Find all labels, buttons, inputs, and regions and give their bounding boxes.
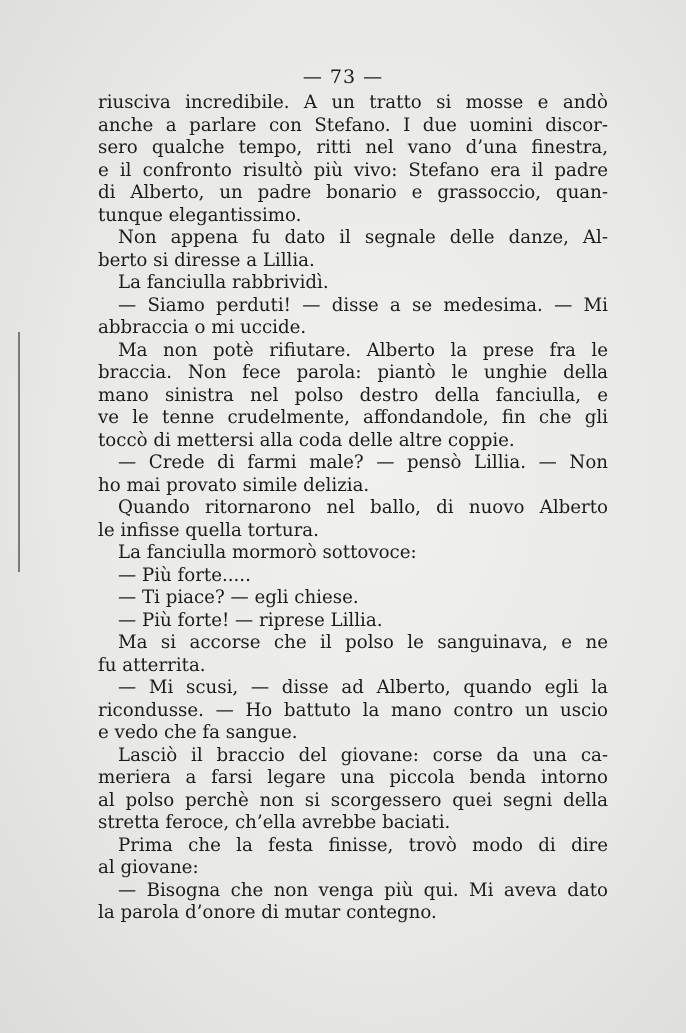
text-line: Non appena fu dato il segnale delle danze, Al- (118, 227, 608, 248)
text-line: — Più forte..... (118, 564, 251, 586)
text-line: fu atterrita. (98, 654, 206, 676)
text-line: la parola d’onore di mutar contegno. (98, 902, 437, 923)
text-line: — Ti piace? — egli chiese. (118, 587, 359, 608)
text-line: Prima che la festa finisse, trovò modo di dire (118, 834, 608, 856)
text-line: ricondusse. — Ho battuto la mano contro un uscio (98, 699, 608, 721)
text-line: Ma non potè rifiutare. Alberto la prese fra le (118, 339, 608, 361)
text-line: — Più forte! — riprese Lillia. (118, 609, 383, 631)
page-number: — 73 — (302, 66, 384, 88)
text-line: — Mi scusi, — disse ad Alberto, quando egli la (118, 677, 608, 698)
text-line: toccò di mettersi alla coda delle altre coppie. (98, 429, 515, 451)
body-text (98, 92, 608, 925)
text-line: abbraccia o mi uccide. (98, 317, 307, 338)
margin-pencil-mark (18, 332, 20, 572)
text-line: meriera a farsi legare una piccola benda intorno (98, 767, 608, 788)
text-line: ve le tenne crudelmente, affondandole, fin che gli (98, 407, 608, 428)
text-line: — Crede di farmi male? — pensò Lillia. — Non (118, 452, 608, 473)
text-line: al giovane: (98, 857, 199, 878)
text-line: ho mai provato simile delizia. (98, 474, 370, 496)
text-line: di Alberto, un padre bonario e grassoccio, quan- (98, 182, 608, 203)
text-line: — Siamo perduti! — disse a se medesima. — Mi (118, 294, 608, 316)
text-line: La fanciulla rabbrividì. (118, 272, 329, 293)
text-line: e il confronto risultò più vivo: Stefano era il padre (98, 159, 608, 181)
text-line: — Bisogna che non venga più qui. Mi aveva dato (118, 879, 608, 901)
text-line: berto si diresse a Lillia. (98, 249, 315, 271)
text-line: Ma si accorse che il polso le sanguinava, e ne (118, 632, 608, 653)
text-line: riusciva incredibile. A un tratto si mosse e andò (98, 92, 608, 113)
text-line: La fanciulla mormorò sottovoce: (118, 542, 417, 563)
text-line: le infisse quella tortura. (98, 519, 319, 541)
text-line: sero qualche tempo, ritti nel vano d’una finestra, (98, 137, 608, 158)
text-line: al polso perchè non si scorgessero quei segni della (98, 789, 608, 811)
text-line: Lasciò il braccio del giovane: corse da una ca- (118, 744, 608, 766)
text-line: braccia. Non fece parola: piantò le unghie della (98, 362, 608, 383)
text-line: tunque elegantissimo. (98, 204, 302, 226)
text-line: anche a parlare con Stefano. I due uomini discor- (98, 114, 608, 136)
text-line: stretta feroce, ch’ella avrebbe baciati. (98, 812, 451, 833)
text-line: Quando ritornarono nel ballo, di nuovo Alberto (118, 497, 608, 518)
text-line: mano sinistra nel polso destro della fanciulla, e (98, 384, 608, 406)
text-line: e vedo che fa sangue. (98, 722, 298, 743)
